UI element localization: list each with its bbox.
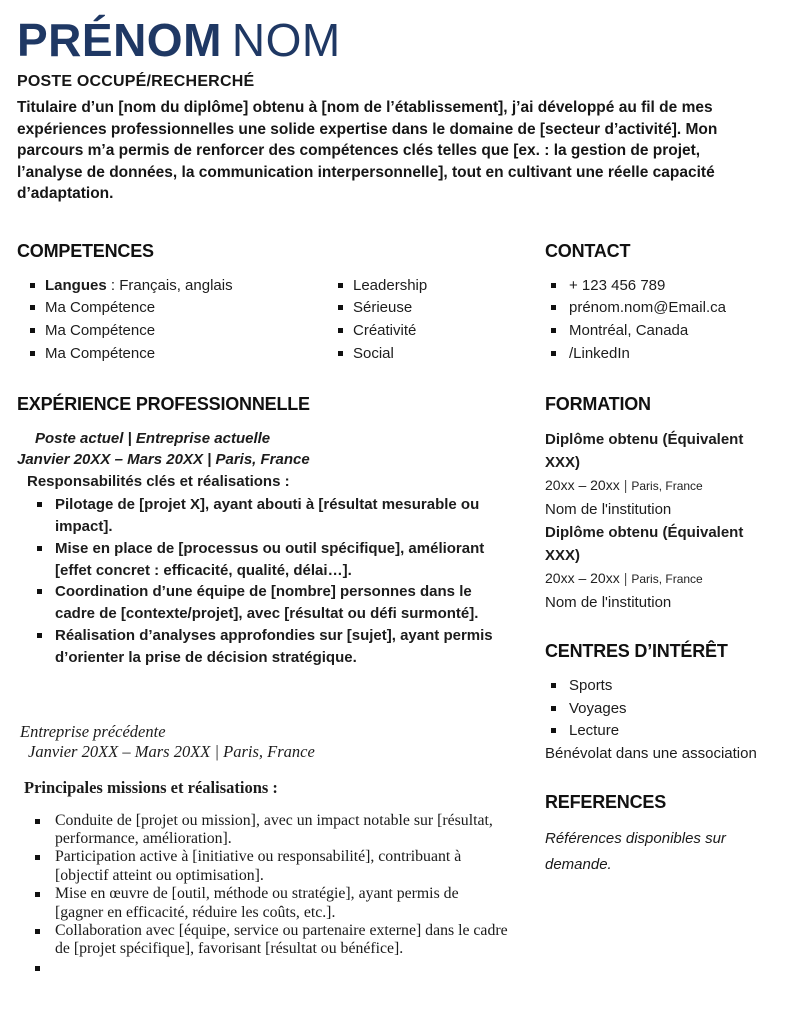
previous-intro: Principales missions et réalisations : [24,777,278,797]
first-name: PRÉNOM [17,14,222,66]
list-item: Ma Compétence [17,297,325,320]
section-contact [545,241,774,365]
competences-heading: COMPETENCES [17,240,154,261]
skills-list-2 [325,275,509,365]
linkedin-handle: /LinkedIn [545,343,774,366]
section-interests [545,641,774,765]
date-range: 20xx – 20xx [545,570,620,587]
profile-summary: Titulaire d’un [nom du diplôme] obtenu à [nom de l’établissement], j’ai développé au fil de mes expériences professionnelles une solide expertise dans le domaine de [secteur d’activité]. Mon parcours m’a permis de renforcer des compétences clés telles que [ex. : la gestion de projet, l’analyse de données, la communication interpersonnelle], tout en cultivant une réelle capacité d’adaptation. [17,99,718,203]
languages-value: : Français, anglais [106,276,233,294]
degree-location: Paris, France [631,572,703,587]
interests-list [545,675,774,743]
list-item: Collaboration avec [équipe, service ou partenaire externe] dans le cadre de [projet spécifique], favorisant [résultat ou bénéfice]. [17,922,509,959]
skills-list-1 [17,275,325,365]
section-previous-experience [17,722,509,959]
list-item: Sports [545,675,774,698]
current-intro: Responsabilités clés et réalisations : [27,473,290,491]
references-note: Références disponibles sur demande. [545,829,726,873]
section-formation [545,394,774,614]
email-address: prénom.nom@Email.ca [545,297,774,320]
two-column-layout [17,241,774,959]
list-item: Social [325,343,509,366]
page-title [17,16,774,64]
previous-dates: Janvier 20XX – Mars 20XX | Paris, France [28,741,315,761]
list-item: Participation active à [initiative ou responsabilité], contribuant à [objectif atteint ou optimisation]. [17,848,509,885]
degree-name: Diplôme obtenu (Équivalent XXX) [545,524,744,565]
institution-name: Nom de l'institution [545,501,672,519]
volunteering-note: Bénévolat dans une association [545,744,757,762]
right-column [545,241,774,959]
list-item: Leadership [325,275,509,298]
list-item: Mise en place de [processus ou outil spécifique], améliorant [effet concret : efficacité, qualité, délai…]. [17,538,509,582]
list-item: Mise en œuvre de [outil, méthode ou stratégie], ayant permis de [gagner en efficacité, réduire les coûts, etc.]. [17,885,509,922]
contact-heading: CONTACT [545,240,631,261]
list-item [17,275,325,298]
institution-name: Nom de l'institution [545,594,672,612]
education-entry [545,428,774,521]
current-achievements [17,494,509,668]
left-column [17,241,509,959]
contact-list [545,275,774,365]
location: Montréal, Canada [545,320,774,343]
separator: | [623,477,628,494]
experience-heading: EXPÉRIENCE PROFESSIONNELLE [17,394,310,415]
formation-heading: FORMATION [545,394,651,415]
list-item: Ma Compétence [17,343,325,366]
current-role: Poste actuel | Entreprise actuelle [35,430,271,448]
separator: | [623,570,628,587]
list-item: Sérieuse [325,297,509,320]
last-name: NOM [231,14,341,66]
education-entry [545,521,774,614]
list-item: Lecture [545,720,774,743]
list-item: Créativité [325,320,509,343]
interests-heading: CENTRES D’INTÉRÊT [545,641,728,662]
previous-company: Entreprise précédente [20,721,166,741]
phone-number: + 123 456 789 [545,275,774,298]
previous-achievements [17,812,509,959]
references-heading: REFERENCES [545,791,667,812]
degree-dates [545,474,774,498]
header [17,16,774,205]
date-range: 20xx – 20xx [545,477,620,494]
list-item: Réalisation d’analyses approfondies sur [sujet], ayant permis d’orienter la prise de décision stratégique. [17,625,509,669]
list-item: Coordination d’une équipe de [nombre] personnes dans le cadre de [contexte/projet], avec [résultat ou défi surmonté]. [17,581,509,625]
list-item: Conduite de [projet ou mission], avec un impact notable sur [résultat, performance, amélioration]. [17,812,509,849]
current-dates: Janvier 20XX – Mars 20XX | Paris, France [17,451,310,469]
degree-name: Diplôme obtenu (Équivalent XXX) [545,431,744,472]
skills-columns [17,275,509,365]
list-item: Voyages [545,698,774,721]
degree-location: Paris, France [631,479,703,494]
section-references [545,792,774,878]
job-title: POSTE OCCUPÉ/RECHERCHÉ [17,73,255,91]
degree-dates [545,567,774,591]
languages-label: Langues [45,276,107,294]
list-item: Pilotage de [projet X], ayant abouti à [résultat mesurable ou impact]. [17,494,509,538]
list-item: Ma Compétence [17,320,325,343]
section-competences [17,241,509,365]
section-experience [17,394,509,668]
